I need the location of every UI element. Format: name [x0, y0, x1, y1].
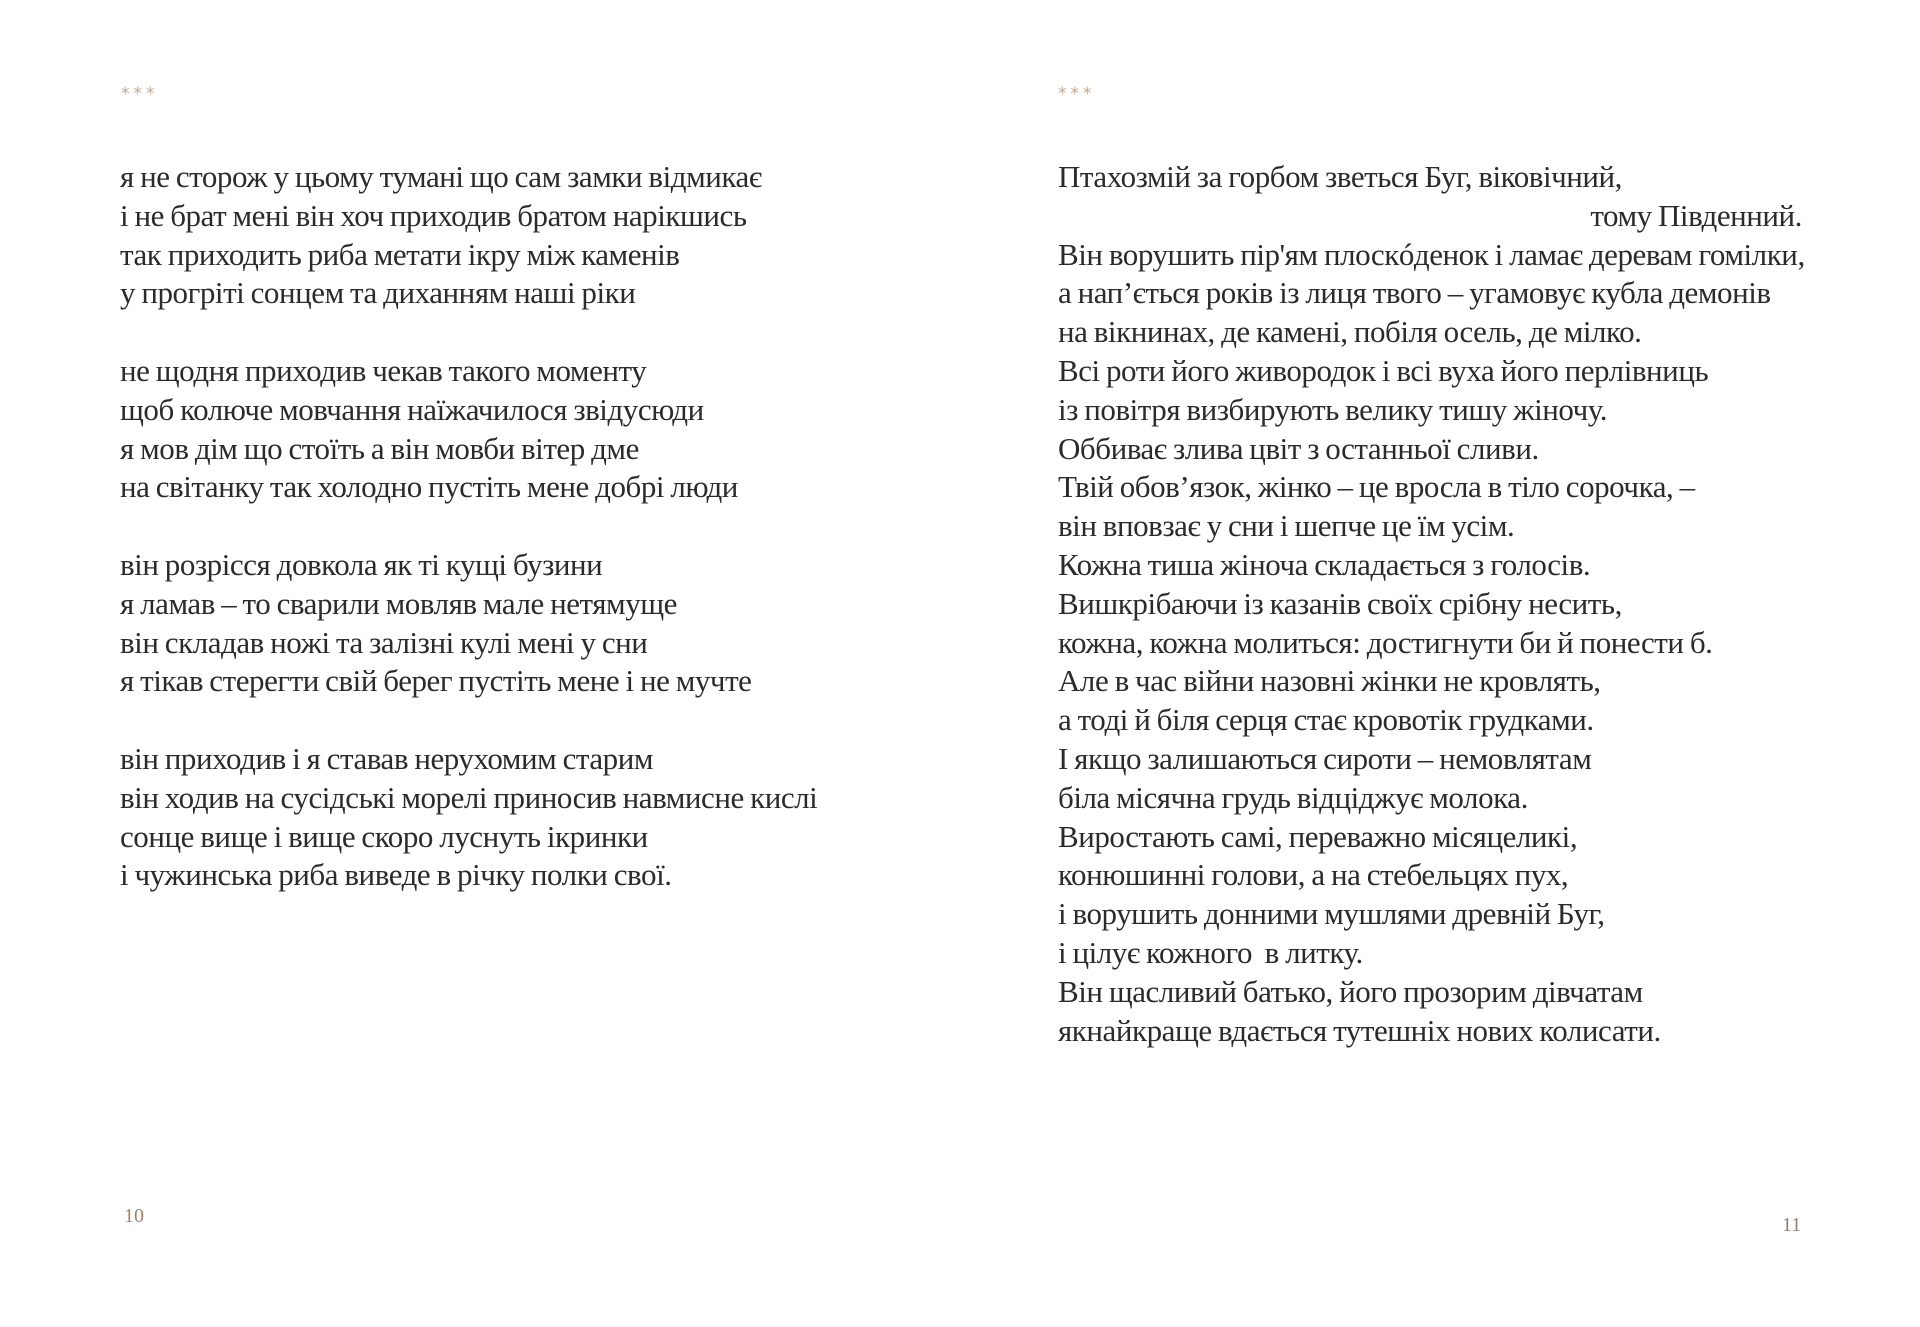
poem-line: я не сторож у цьому тумані що сам замки відмикає [120, 159, 762, 194]
poem-line: а тоді й біля серця стає кровотік грудками. [1058, 702, 1594, 738]
stanza [120, 352, 920, 507]
page-number: 11 [1782, 1214, 1802, 1236]
poem-line: конюшинні голови, а на стебельцях пух, [1058, 857, 1569, 893]
poem-line: він складав ножі та залізні кулі мені у сни [120, 624, 648, 660]
poem-line: із повітря визбирують велику тишу жіночу. [1058, 391, 1608, 427]
poem-line: і цілує кожного в литку. [1058, 934, 1363, 970]
poem-line: Вишкрібаючи із казанів своїх срібну несить, [1058, 585, 1622, 621]
poem-line: і не брат мені він хоч приходив братом нарікшись [120, 197, 747, 233]
poem-line: на світанку так холодно пустіть мене добрі люди [120, 469, 738, 505]
poem-line: і чужинська риба виведе в річку полки свої. [120, 857, 672, 893]
poem-line-indented: тому Південний. [1590, 197, 1802, 233]
poem-line: він вповзає у сни і шепче це їм усім. [1058, 508, 1515, 544]
poem-line: не щодня приходив чекав такого моменту [120, 352, 647, 388]
poem-line: я мов дім що стоїть а він мовби вітер дме [120, 430, 639, 466]
page-number: 10 [124, 1205, 144, 1227]
poem-line: Він ворушить пір'ям плоскóденок і ламає деревам гомілки, [1058, 236, 1805, 272]
poem-line: Але в час війни назовні жінки не кровлять, [1058, 663, 1601, 699]
poem-line: Птахозмій за горбом зветься Буг, віковічний, [1058, 159, 1622, 194]
poem-line: Він щасливий батько, його прозорим дівчатам [1058, 973, 1643, 1009]
stanza [120, 158, 920, 313]
poem-line: так приходить риба метати ікру між каменів [120, 236, 680, 272]
poem-line: Виростають самі, переважно місяцеликі, [1058, 818, 1578, 854]
poem-line: я тікав стерегти свій берег пустіть мене і не мучте [120, 663, 752, 699]
poem-line: у прогріті сонцем та диханням наші ріки [120, 275, 636, 311]
poem-line: Твій обов’язок, жінко – це вросла в тіло сорочка, – [1058, 469, 1695, 505]
poem-line: якнайкраще вдається тутешніх нових колисати. [1058, 1012, 1661, 1048]
poem-line: Всі роти його живородок і всі вуха його перлівниць [1058, 352, 1709, 388]
section-ornament-asterisks: *** [121, 84, 159, 104]
poem-line: я ламав – то сварили мовляв мале нетямуще [120, 585, 677, 621]
poem-line: Кожна тиша жіноча складається з голосів. [1058, 546, 1591, 582]
poem-line: він ходив на сусідські морелі приносив навмисне кислі [120, 779, 818, 815]
poem-line: кожна, кожна молиться: достигнути би й понести б. [1058, 624, 1713, 660]
poem-line: Оббиває злива цвіт з останньої сливи. [1058, 430, 1539, 466]
poem-line: щоб колюче мовчання наїжачилося звідусюди [120, 391, 704, 427]
poem-line: на вікнинах, де камені, побіля осель, де мілко. [1058, 314, 1642, 350]
poem-line: сонце вище і вище скоро луснуть ікринки [120, 818, 648, 854]
poem-right [1058, 158, 1805, 1050]
poem-left [120, 158, 920, 895]
right-page [960, 0, 1920, 1327]
poem-line: і ворушить донними мушлями древній Буг, [1058, 896, 1605, 932]
poem-line: І якщо залишаються сироти – немовлятам [1058, 740, 1592, 776]
stanza [120, 740, 920, 895]
poem-line: а нап’ється років із лиця твого – угамовує кубла демонів [1058, 275, 1771, 311]
stanza [120, 546, 920, 701]
poem-line: він приходив і я ставав нерухомим старим [120, 740, 654, 776]
section-ornament-asterisks: *** [1058, 84, 1096, 104]
poem-line: він розрісся довкола як ті кущі бузини [120, 546, 603, 582]
poem-line: біла місячна грудь відціджує молока. [1058, 779, 1528, 815]
